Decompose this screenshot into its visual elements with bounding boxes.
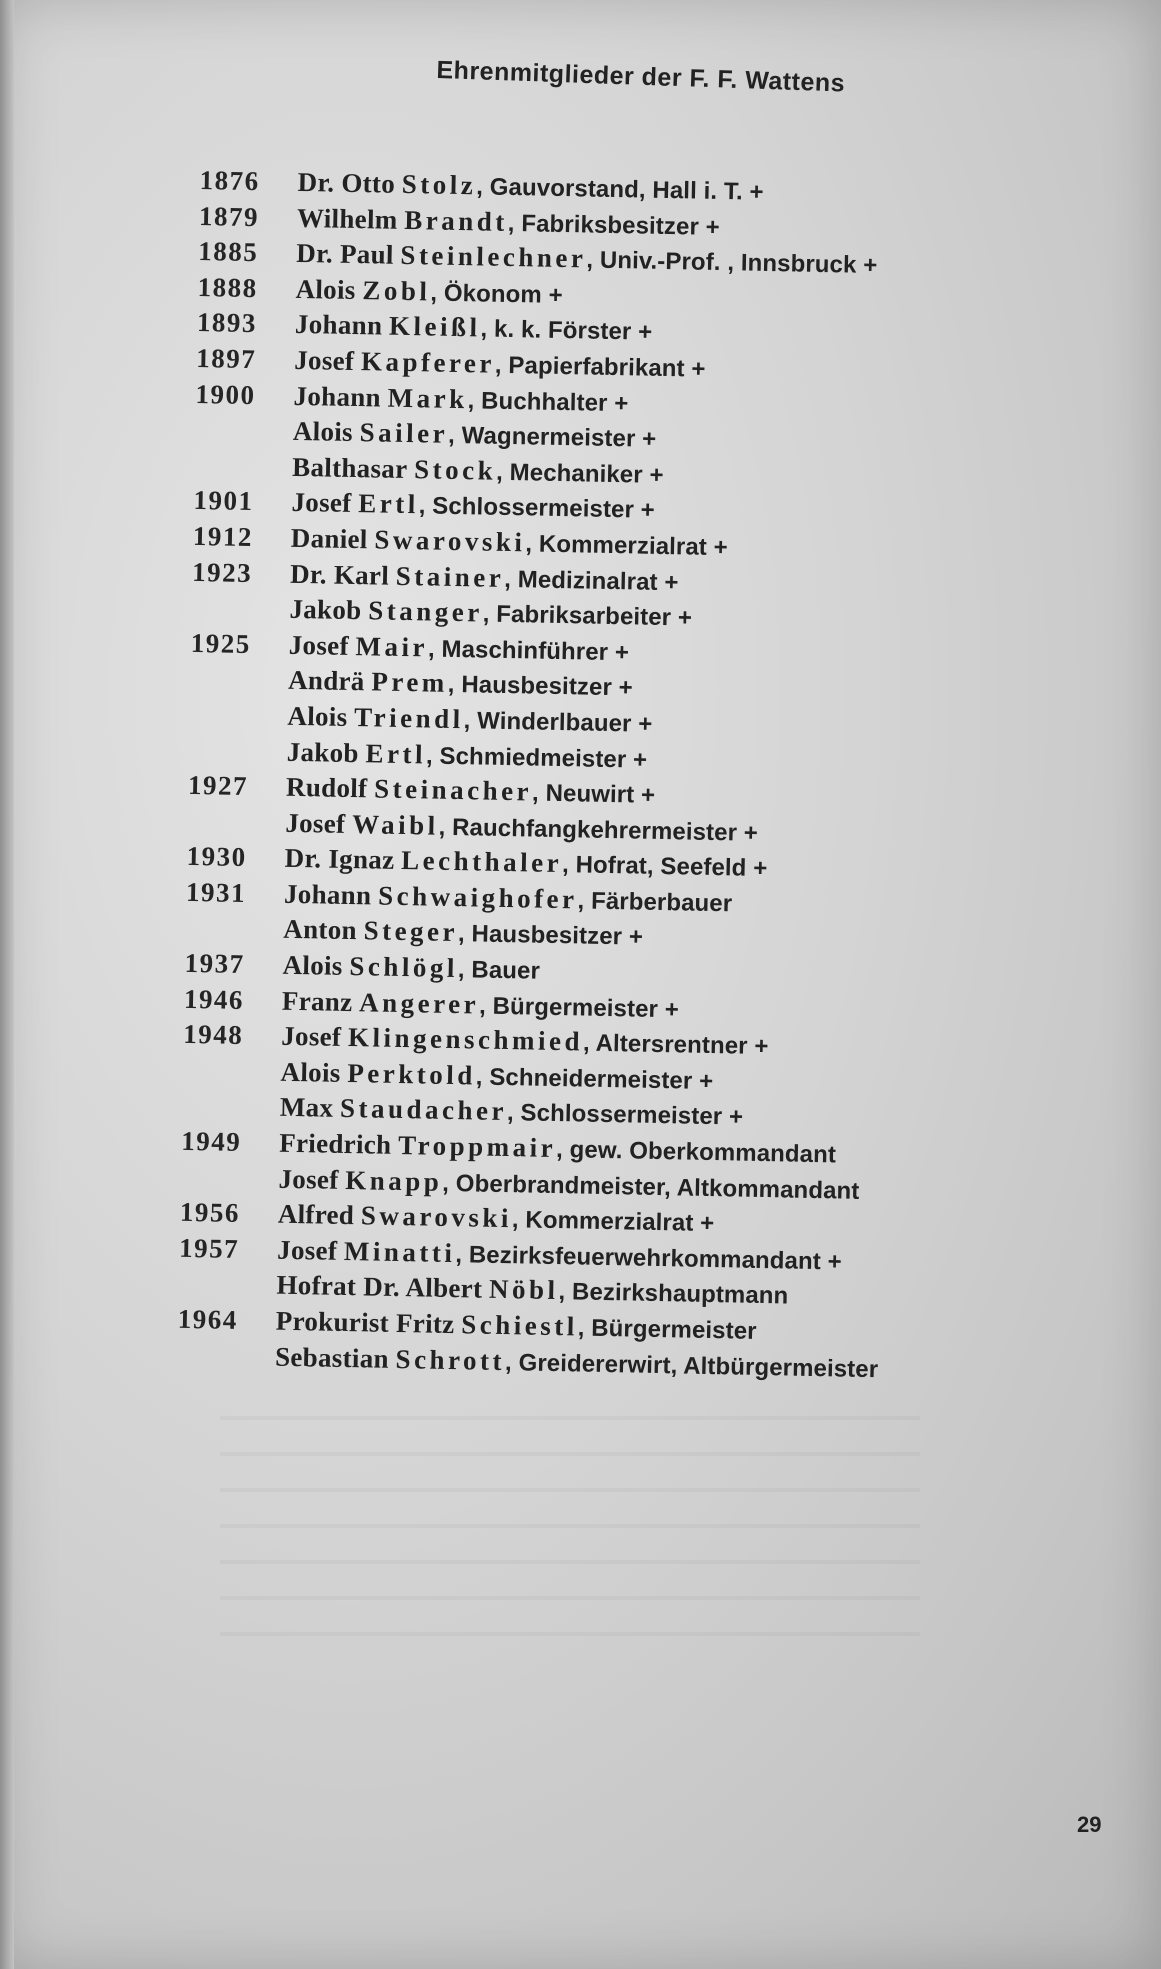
member-year: 1897 [196, 342, 257, 375]
member-surname: Swarovski [374, 524, 526, 558]
member-description: , Hausbesitzer + [447, 671, 634, 702]
member-description: , Neuwirt + [531, 779, 656, 809]
member-given-name: Josef [291, 487, 352, 519]
member-year [189, 734, 279, 736]
member-entry [199, 165, 764, 206]
member-text [288, 665, 633, 703]
member-surname: Stainer [395, 560, 505, 593]
member-text [282, 985, 680, 1024]
member-given-name: Wilhelm [296, 202, 398, 235]
member-description: , Fabriksarbeiter + [482, 600, 693, 632]
member-surname: Sailer [359, 417, 449, 449]
member-description: , Bezirksfeuerwehrkommandant + [455, 1240, 843, 1276]
member-text [296, 238, 878, 280]
member-year [186, 912, 276, 914]
member-description: , Hausbesitzer + [457, 920, 644, 952]
member-surname: Ertl [365, 737, 427, 769]
member-description: , Wagnermeister + [447, 421, 657, 453]
member-entry [187, 806, 759, 847]
member-text [276, 1270, 788, 1311]
member-entry [183, 983, 680, 1024]
member-year: 1964 [177, 1303, 239, 1335]
member-surname: Steinacher [373, 773, 533, 807]
member-year: 1888 [197, 271, 258, 303]
member-description: , Altersrentner + [582, 1029, 769, 1061]
member-given-name: Jakob [286, 736, 360, 768]
member-surname: Minatti [343, 1235, 456, 1268]
member-given-name: Alois [287, 700, 348, 732]
member-text [275, 1341, 879, 1384]
member-given-name: Dr. Ignaz [284, 843, 395, 876]
member-entry [190, 627, 630, 667]
member-year: 1957 [178, 1232, 240, 1264]
member-description: , Hofrat, Seefeld + [561, 851, 768, 883]
member-given-name: Dr. Paul [296, 238, 395, 270]
member-text [295, 309, 653, 347]
member-given-name: Johann [294, 309, 383, 341]
member-text [276, 1306, 757, 1346]
member-surname: Prem [371, 666, 449, 699]
member-description: , Kommerzialrat + [511, 1206, 715, 1238]
member-text [290, 558, 679, 596]
member-given-name: Josef [276, 1234, 338, 1266]
member-entry [180, 1161, 860, 1205]
member-entry [183, 1019, 769, 1061]
member-text [289, 594, 692, 633]
member-year: 1885 [198, 236, 259, 268]
member-surname: Perktold [347, 1057, 477, 1091]
member-text [292, 452, 664, 490]
member-given-name: Sebastian [274, 1341, 390, 1374]
member-given-name: Dr. Otto [297, 166, 396, 199]
honorary-members-list [177, 165, 879, 1383]
member-given-name: Andrä [287, 665, 365, 697]
member-given-name: Johann [293, 380, 382, 413]
member-surname: Mark [387, 382, 468, 414]
member-given-name: Anton [283, 914, 358, 946]
member-given-name: Hofrat Dr. Albert [276, 1270, 483, 1305]
member-year [192, 592, 282, 594]
member-entry [177, 1339, 879, 1383]
member-description: , Bauer [457, 956, 541, 985]
member-year [179, 1268, 269, 1270]
member-text [287, 701, 653, 739]
member-text [286, 736, 647, 774]
member-entry [182, 1090, 744, 1132]
member-given-name: Josef [285, 807, 346, 839]
member-given-name: Alois [292, 415, 354, 448]
member-surname: Staudacher [339, 1093, 508, 1127]
member-entry [195, 378, 629, 417]
member-entry [187, 769, 656, 809]
member-description: , gew. Oberkommandant [555, 1136, 837, 1169]
member-surname: Stolz [401, 168, 477, 201]
member-surname: Ertl [357, 488, 420, 520]
member-year: 1937 [184, 947, 245, 980]
member-year: 1876 [199, 165, 260, 197]
member-text [291, 487, 655, 525]
member-description: , Fabriksbesitzer + [507, 209, 721, 241]
member-surname: Klingenschmied [347, 1022, 584, 1057]
member-text [282, 950, 540, 986]
member-year: 1912 [192, 520, 254, 553]
member-text [285, 807, 758, 847]
member-description: , Bürgermeister + [478, 992, 680, 1024]
member-text [295, 274, 563, 310]
member-surname: Zobl [362, 274, 431, 307]
member-surname: Angerer [358, 986, 480, 1020]
member-year: 1925 [190, 627, 252, 659]
member-given-name: Alois [280, 1056, 341, 1088]
member-entry [185, 912, 644, 952]
member-text [291, 523, 729, 562]
member-year [190, 699, 280, 701]
member-surname: Schrott [395, 1343, 506, 1376]
member-entry [194, 450, 664, 489]
member-entry [195, 414, 657, 453]
member-given-name: Balthasar [291, 451, 408, 484]
member-surname: Nöbl [488, 1274, 559, 1306]
member-entry [196, 342, 706, 383]
member-description: , Univ.-Prof. , Innsbruck + [586, 246, 878, 280]
member-surname: Steinlechner [400, 240, 587, 274]
member-year [195, 450, 285, 452]
member-year: 1948 [183, 1019, 244, 1051]
member-surname: Mair [355, 630, 429, 663]
member-surname: Brandt [404, 204, 509, 237]
member-year [177, 1339, 267, 1341]
member-entry [196, 307, 653, 347]
member-text [281, 1021, 769, 1061]
member-given-name: Friedrich [278, 1127, 392, 1160]
member-year: 1927 [187, 769, 249, 802]
member-description: , Oberbrandmeister, Altkommandant [442, 1169, 860, 1205]
member-year [181, 1161, 271, 1163]
member-surname: Troppmair [397, 1130, 557, 1164]
member-entry [198, 236, 878, 280]
member-text [297, 202, 720, 241]
member-year: 1893 [196, 307, 258, 339]
member-entry [178, 1232, 843, 1276]
member-entry [184, 947, 541, 985]
member-year [190, 663, 280, 665]
member-text [280, 1057, 713, 1096]
member-year: 1923 [191, 556, 253, 588]
member-description: , Medizinalrat + [503, 565, 679, 596]
member-text [278, 1199, 715, 1238]
member-description: , Kommerzialrat + [525, 530, 729, 562]
page-heading: Ehrenmitglieder der F. F. Wattens [436, 56, 846, 98]
member-entry [189, 699, 653, 738]
member-description: , Gauvorstand, Hall i. T. + [476, 173, 764, 206]
member-entry [177, 1303, 757, 1345]
member-text [284, 879, 733, 919]
member-entry [188, 734, 648, 774]
member-description: , Rauchfangkehrermeister + [438, 813, 759, 847]
member-description: , Greidererwirt, Altbürgermeister [504, 1348, 879, 1383]
member-text [293, 416, 657, 454]
member-description: , k. k. Förster + [480, 315, 653, 347]
member-description: , Schlossermeister + [506, 1099, 744, 1132]
member-description: , Ökonom + [430, 279, 563, 309]
member-year: 1930 [186, 841, 248, 873]
member-entry [192, 520, 729, 562]
member-given-name: Rudolf [285, 771, 368, 804]
member-entry [190, 663, 634, 702]
member-surname: Knapp [344, 1164, 443, 1197]
page-edge-shadow [0, 0, 14, 1969]
member-description: , Schneidermeister + [475, 1063, 714, 1095]
member-given-name: Jakob [289, 593, 362, 626]
member-entry [185, 876, 733, 918]
member-entry [178, 1268, 789, 1310]
member-year [183, 1055, 273, 1057]
member-entry [191, 592, 693, 632]
member-year: 1949 [180, 1125, 242, 1158]
member-text [297, 167, 764, 207]
member-surname: Stanger [367, 595, 484, 628]
member-text [293, 380, 628, 417]
member-given-name: Max [279, 1092, 334, 1124]
member-description: , Färberbauer [577, 887, 733, 918]
member-surname: Kapferer [360, 346, 496, 379]
member-entry [198, 200, 721, 241]
member-given-name: Alfred [277, 1198, 355, 1231]
member-surname: Schwaighofer [377, 880, 578, 915]
member-entry [179, 1197, 715, 1238]
member-year [195, 414, 285, 416]
member-text [283, 914, 643, 952]
member-year: 1931 [185, 876, 247, 908]
member-text [277, 1234, 842, 1276]
member-surname: Stock [413, 453, 497, 486]
member-text [284, 843, 767, 883]
member-description: , Schmiedmeister + [425, 741, 648, 774]
member-entry [197, 271, 563, 309]
member-entry [180, 1125, 837, 1169]
member-surname: Triendl [353, 701, 464, 735]
member-surname: Swarovski [360, 1200, 513, 1234]
member-given-name: Dr. Karl [289, 558, 390, 591]
member-given-name: Franz [281, 985, 353, 1017]
page-number: 29 [1077, 1812, 1102, 1837]
member-entry [191, 556, 679, 596]
member-text [279, 1128, 836, 1170]
member-year: 1956 [179, 1197, 241, 1229]
member-year: 1946 [183, 983, 245, 1015]
member-given-name: Daniel [290, 522, 368, 555]
member-surname: Lechthaler [400, 845, 563, 879]
member-year [182, 1090, 272, 1092]
member-year: 1900 [195, 378, 256, 410]
member-description: , Winderlbauer + [463, 707, 653, 738]
member-given-name: Alois [282, 949, 343, 981]
member-description: , Schlossermeister + [418, 492, 656, 525]
member-given-name: Prokurist Fritz [275, 1305, 455, 1340]
member-year [188, 806, 278, 808]
member-surname: Steger [363, 915, 459, 948]
member-description: , Bezirkshauptmann [558, 1278, 789, 1310]
member-text [286, 772, 656, 810]
member-given-name: Josef [293, 344, 355, 376]
member-given-name: Johann [283, 878, 372, 911]
member-given-name: Josef [278, 1163, 339, 1195]
member-surname: Waibl [351, 808, 439, 841]
member-surname: Schlögl [349, 951, 459, 984]
member-text [289, 630, 630, 668]
member-text [278, 1163, 859, 1205]
member-surname: Kleißl [388, 311, 481, 343]
member-entry [186, 841, 768, 883]
member-given-name: Josef [288, 629, 350, 661]
bleed-through-text [220, 1390, 920, 1650]
member-year: 1901 [193, 485, 254, 517]
member-surname: Schiestl [460, 1309, 579, 1342]
member-entry [182, 1055, 714, 1095]
member-description: , Maschinführer + [427, 635, 630, 667]
member-given-name: Alois [295, 273, 356, 305]
member-entry [193, 485, 656, 525]
member-description: , Mechaniker + [495, 458, 664, 489]
member-description: , Papierfabrikant + [494, 351, 706, 383]
member-year: 1879 [198, 200, 260, 232]
member-text [280, 1092, 744, 1132]
member-text [294, 345, 706, 384]
member-description: , Buchhalter + [467, 386, 629, 417]
member-given-name: Josef [281, 1020, 342, 1053]
member-description: , Bürgermeister [577, 1314, 757, 1345]
